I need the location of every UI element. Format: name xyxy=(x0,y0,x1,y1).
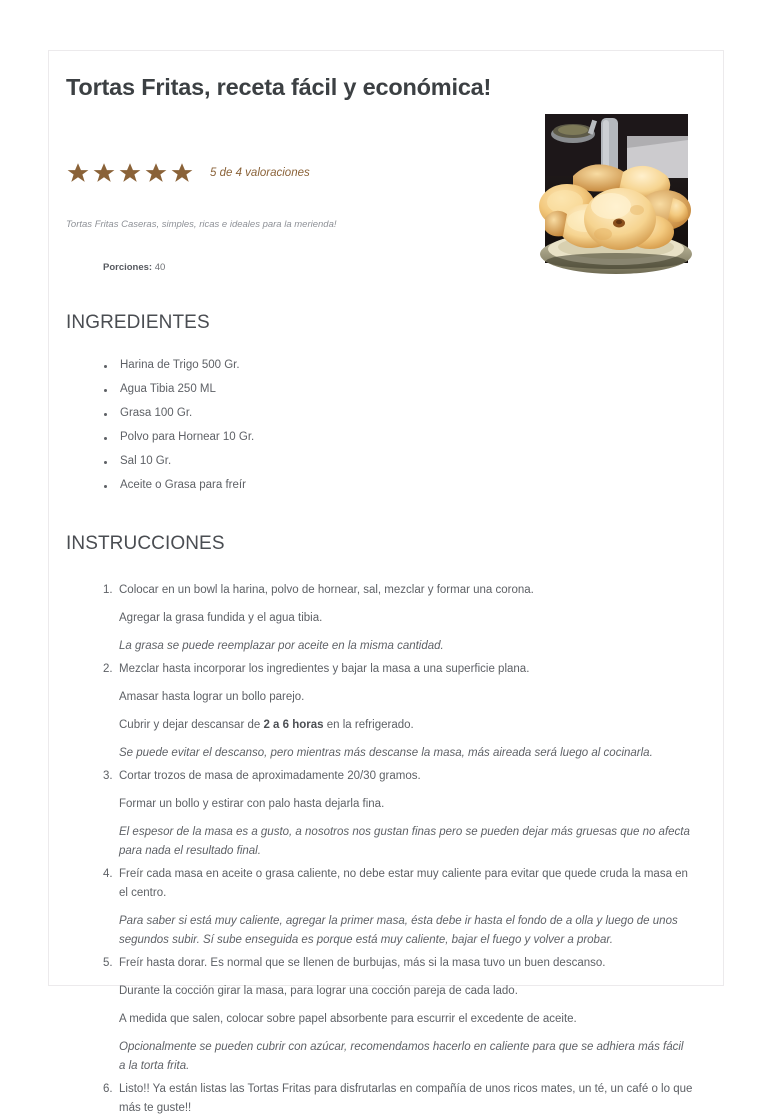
instruction-step xyxy=(119,1080,693,1118)
star-icon[interactable] xyxy=(118,161,142,185)
ingredient-item: Grasa 100 Gr. xyxy=(104,408,693,420)
recipe-summary: Tortas Fritas Caseras, simples, ricas e ideales para la merienda! xyxy=(66,219,337,231)
recipe-photo xyxy=(545,114,688,263)
ingredients-list xyxy=(66,360,693,492)
star-icon[interactable] xyxy=(92,161,116,185)
instructions-heading: INSTRUCCIONES xyxy=(66,533,225,555)
ingredient-item: Agua Tibia 250 ML xyxy=(104,384,693,396)
ingredient-item: Harina de Trigo 500 Gr. xyxy=(104,360,693,372)
ingredients-heading: INGREDIENTES xyxy=(66,311,210,333)
instruction-step xyxy=(119,660,693,763)
star-icon[interactable] xyxy=(144,161,168,185)
instruction-step xyxy=(119,865,693,950)
instruction-step xyxy=(119,581,693,656)
ingredient-item: Polvo para Hornear 10 Gr. xyxy=(104,432,693,444)
instruction-line: Opcionalmente se pueden cubrir con azúcar, recomendamos hacerlo en caliente para que se adhiera más fácil a la torta frita. xyxy=(119,1041,684,1073)
star-icon[interactable] xyxy=(170,161,194,185)
instruction-line: A medida que salen, colocar sobre papel absorbente para escurrir el excedente de aceite. xyxy=(119,1013,577,1026)
instruction-line: Cubrir y dejar descansar de 2 a 6 horas en la refrigerado. xyxy=(119,719,414,732)
instruction-line: Para saber si está muy caliente, agregar la primer masa, ésta debe ir hasta el fondo de a olla y luego de unos segundos subir. Sí sube enseguida es porque está muy caliente, bajar el fuego y volver a probar. xyxy=(119,915,678,947)
star-icon[interactable] xyxy=(66,161,90,185)
instruction-emphasis: 2 a 6 horas xyxy=(263,719,324,732)
instruction-line: Amasar hasta lograr un bollo parejo. xyxy=(119,691,305,704)
instruction-line: Mezclar hasta incorporar los ingredientes y bajar la masa a una superficie plana. xyxy=(119,663,530,676)
instruction-step xyxy=(119,767,693,861)
page-title: Tortas Fritas, receta fácil y económica! xyxy=(66,74,492,100)
instruction-line: El espesor de la masa es a gusto, a nosotros nos gustan finas pero se pueden dejar más gruesas que no afecta para nada el resultado final. xyxy=(119,826,690,858)
instruction-line: La grasa se puede reemplazar por aceite en la misma cantidad. xyxy=(119,640,444,653)
instruction-line: Freír cada masa en aceite o grasa caliente, no debe estar muy caliente para evitar que quede cruda la masa en el centro. xyxy=(119,868,688,900)
rating-count-label: 5 de 4 valoraciones xyxy=(210,167,310,180)
instruction-line: Freír hasta dorar. Es normal que se llenen de burbujas, más si la masa tuvo un buen descanso. xyxy=(119,957,606,970)
star-rating[interactable] xyxy=(66,161,194,185)
ingredient-item: Aceite o Grasa para freír xyxy=(104,480,693,492)
instruction-line: Agregar la grasa fundida y el agua tibia. xyxy=(119,612,323,625)
instruction-line: Formar un bollo y estirar con palo hasta dejarla fina. xyxy=(119,798,385,811)
instruction-line: Durante la cocción girar la masa, para lograr una cocción pareja de cada lado. xyxy=(119,985,518,998)
servings-value: 40 xyxy=(154,261,166,273)
instruction-step xyxy=(119,954,693,1076)
instruction-line: Se puede evitar el descanso, pero mientras más descanse la masa, más aireada será luego al cocinarla. xyxy=(119,747,653,760)
ingredient-item: Sal 10 Gr. xyxy=(104,456,693,468)
instruction-line: Cortar trozos de masa de aproximadamente 20/30 gramos. xyxy=(119,770,421,783)
instructions-list xyxy=(66,581,693,1118)
recipe-card-inner xyxy=(49,51,723,1115)
servings-label: Porciones: xyxy=(103,261,153,273)
instruction-line: Listo!! Ya están listas las Tortas Fritas para disfrutarlas en compañía de unos ricos mates, un té, un café o lo que más te guste!! xyxy=(119,1083,693,1115)
recipe-card xyxy=(48,50,724,1115)
instruction-line: Colocar en un bowl la harina, polvo de hornear, sal, mezclar y formar una corona. xyxy=(119,584,534,597)
fried-dough-photo-illustration xyxy=(545,114,688,263)
